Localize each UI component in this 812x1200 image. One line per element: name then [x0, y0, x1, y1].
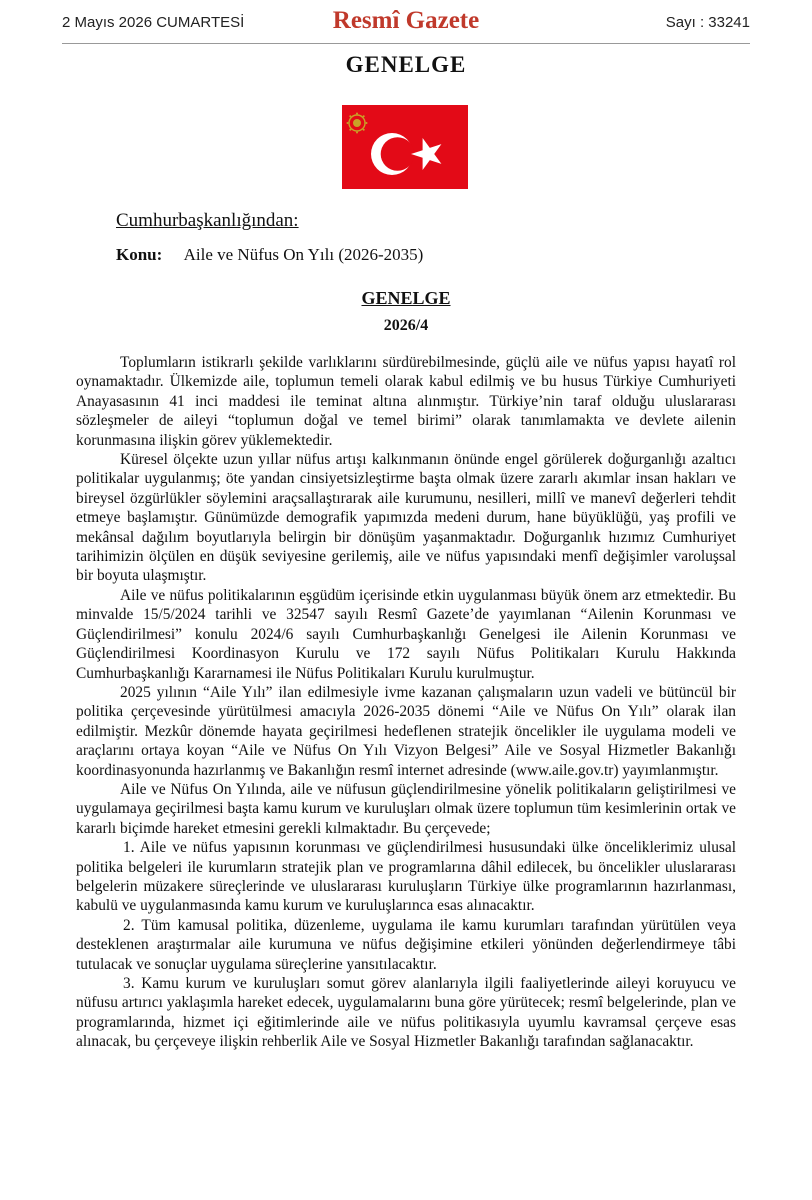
issuing-authority: Cumhurbaşkanlığından: [116, 210, 299, 231]
body-paragraph: Toplumların istikrarlı şekilde varlıklarını sürdürebilmesinde, güçlü aile ve nüfus yapısı hayatî rol oynamaktadır. Ülkemizde aile, toplumun temeli olarak kabul edilmiş ve bu husus Türkiye Cumhuriyeti Anayasasının 41 inci maddesi ile teminat altına alınmıştır. Türkiye’nin taraf olduğu uluslararası sözleşmeler de aileyi “toplumun doğal ve temel birimi” olarak tanımlamakta ve devlete ailenin korunmasına ilişkin görev yüklemektedir. [76, 354, 736, 449]
issue-number: Sayı : 33241 [665, 14, 750, 31]
gazette-title: Resmî Gazete [332, 7, 480, 34]
body-paragraph: Aile ve nüfus politikalarının eşgüdüm içerisinde etkin uygulanması büyük önem arz etmektedir. Bu minvalde 15/5/2024 tarihli ve 32547 sayılı Resmî Gazete’de yayımlanan “Ailenin Korunması ve Güçlendirilmesi” konulu 2024/6 sayılı Cumhurbaşkanlığı Genelgesi ile Ailenin Korunması ve Güçlendirilmesi Koordinasyon Kurulu ve 172 sayılı Nüfus Politikaları Kurulu Hakkında Cumhurbaşkanlığı Kararnamesi ile Nüfus Politikaları Kurulu kurulmuştur. [76, 586, 736, 682]
header-date: 2 Mayıs 2026 CUMARTESİ [62, 14, 245, 31]
body-paragraph: 2025 yılının “Aile Yılı” ilan edilmesiyle ivme kazanan çalışmaların uzun vadeli ve bütüncül bir politika çerçevesinde yürütülmesi amacıyla 2026-2035 dönemi “Aile ve Nüfus On Yılı” olarak ilan edilmiştir. Mezkûr dönemde hayata geçirilmesi hedeflenen stratejik öncelikler ile uygulama modeli ve araçlarını ortaya koyan “Aile ve Nüfus On Yılı Vizyon Belgesi” Aile ve Sosyal Hizmetler Bakanlığı koordinasyonunda hazırlanmış ve Bakanlığın resmî internet adresinde (www.aile.gov.tr) yayımlanmıştır. [76, 683, 736, 779]
circular-body [76, 353, 736, 1052]
header-divider [62, 43, 750, 44]
subject-value: Aile ve Nüfus On Yılı (2026-2035) [183, 245, 424, 264]
numbered-item: 1. Aile ve nüfus yapısının korunması ve güçlendirilmesi hususundaki ülke önceliklerimiz ulusal politika belgeleri ile kurumların stratejik plan ve programlarına dâhil edilecek, bu öncelikler uluslararası belgelerin müzakere süreçlerinde ve uluslararası kuruluşların Türkiye ülke programlarının hazırlanması, kabulü ve uygulanmasında kamu kurum ve kuruluşlarınca esas alınacaktır. [76, 839, 736, 915]
circular-number: 2026/4 [383, 317, 429, 334]
subject-line [116, 245, 423, 265]
turkish-flag-icon [342, 105, 468, 189]
subject-label: Konu: [116, 245, 163, 264]
numbered-item: 3. Kamu kurum ve kuruluşları somut görev alanlarıyla ilgili faaliyetlerinde aileyi koruyucu ve nüfusu artırıcı yaklaşımla hareket edecek, uygulamalarını buna göre yürütecek; resmî belgelerinde, plan ve programlarında, hizmet içi eğitimlerinde aile ve nüfus politikasıyla uyumlu kavramsal çerçeve esas alınacak, bu çerçeveye ilişkin rehberlik Aile ve Sosyal Hizmetler Bakanlığı tarafından sağlanacaktır. [76, 975, 736, 1051]
section-title: GENELGE [345, 52, 467, 77]
body-paragraph: Aile ve Nüfus On Yılında, aile ve nüfusun güçlendirilmesine yönelik politikaların geliştirilmesi ve uygulamaya geçirilmesi başta kamu kurum ve kuruluşları olmak üzere toplumun tüm kesimlerinin ortak ve kararlı biçimde hareket etmesini gerekli kılmaktadır. Bu çerçevede; [76, 780, 736, 837]
circular-title: GENELGE [361, 288, 451, 308]
presidential-seal-icon [347, 113, 368, 134]
gazette-header [0, 0, 812, 44]
numbered-item: 2. Tüm kamusal politika, düzenleme, uygulama ile kamu kurumları tarafından yürütülen veya desteklenen araştırmalar aile kurumuna ve nüfus değişimine etkileri yönünden değerlendirmeye tâbi tutulacak ve sonuçlar uygulama süreçlerine yansıtılacaktır. [76, 916, 736, 973]
body-paragraph: Küresel ölçekte uzun yıllar nüfus artışı kalkınmanın önünde engel görülerek doğurganlığı azaltıcı politikalar uygulanmış; öte yandan cinsiyetsizleştirme başta olmak üzere zararlı akımlar insan hakları ve bireysel özgürlükler söylemini araçsallaştırarak aile kurumunu, nesilleri, millî ve manevî değerleri tehdit etmeye başlamıştır. Günümüzde demografik yapımızda medeni durum, hane büyüklüğü, yaş profili ve mekânsal dağılım boyutlarıyla belirgin bir dönüşüm yaşanmaktadır. Doğurganlık hızımız Cumhuriyet tarihimizin ölçülen en düşük seviyesine gerilemiş, aile ve nüfus yapısındaki menfî değişimler varoluşsal bir boyuta ulaşmıştır. [76, 451, 736, 585]
